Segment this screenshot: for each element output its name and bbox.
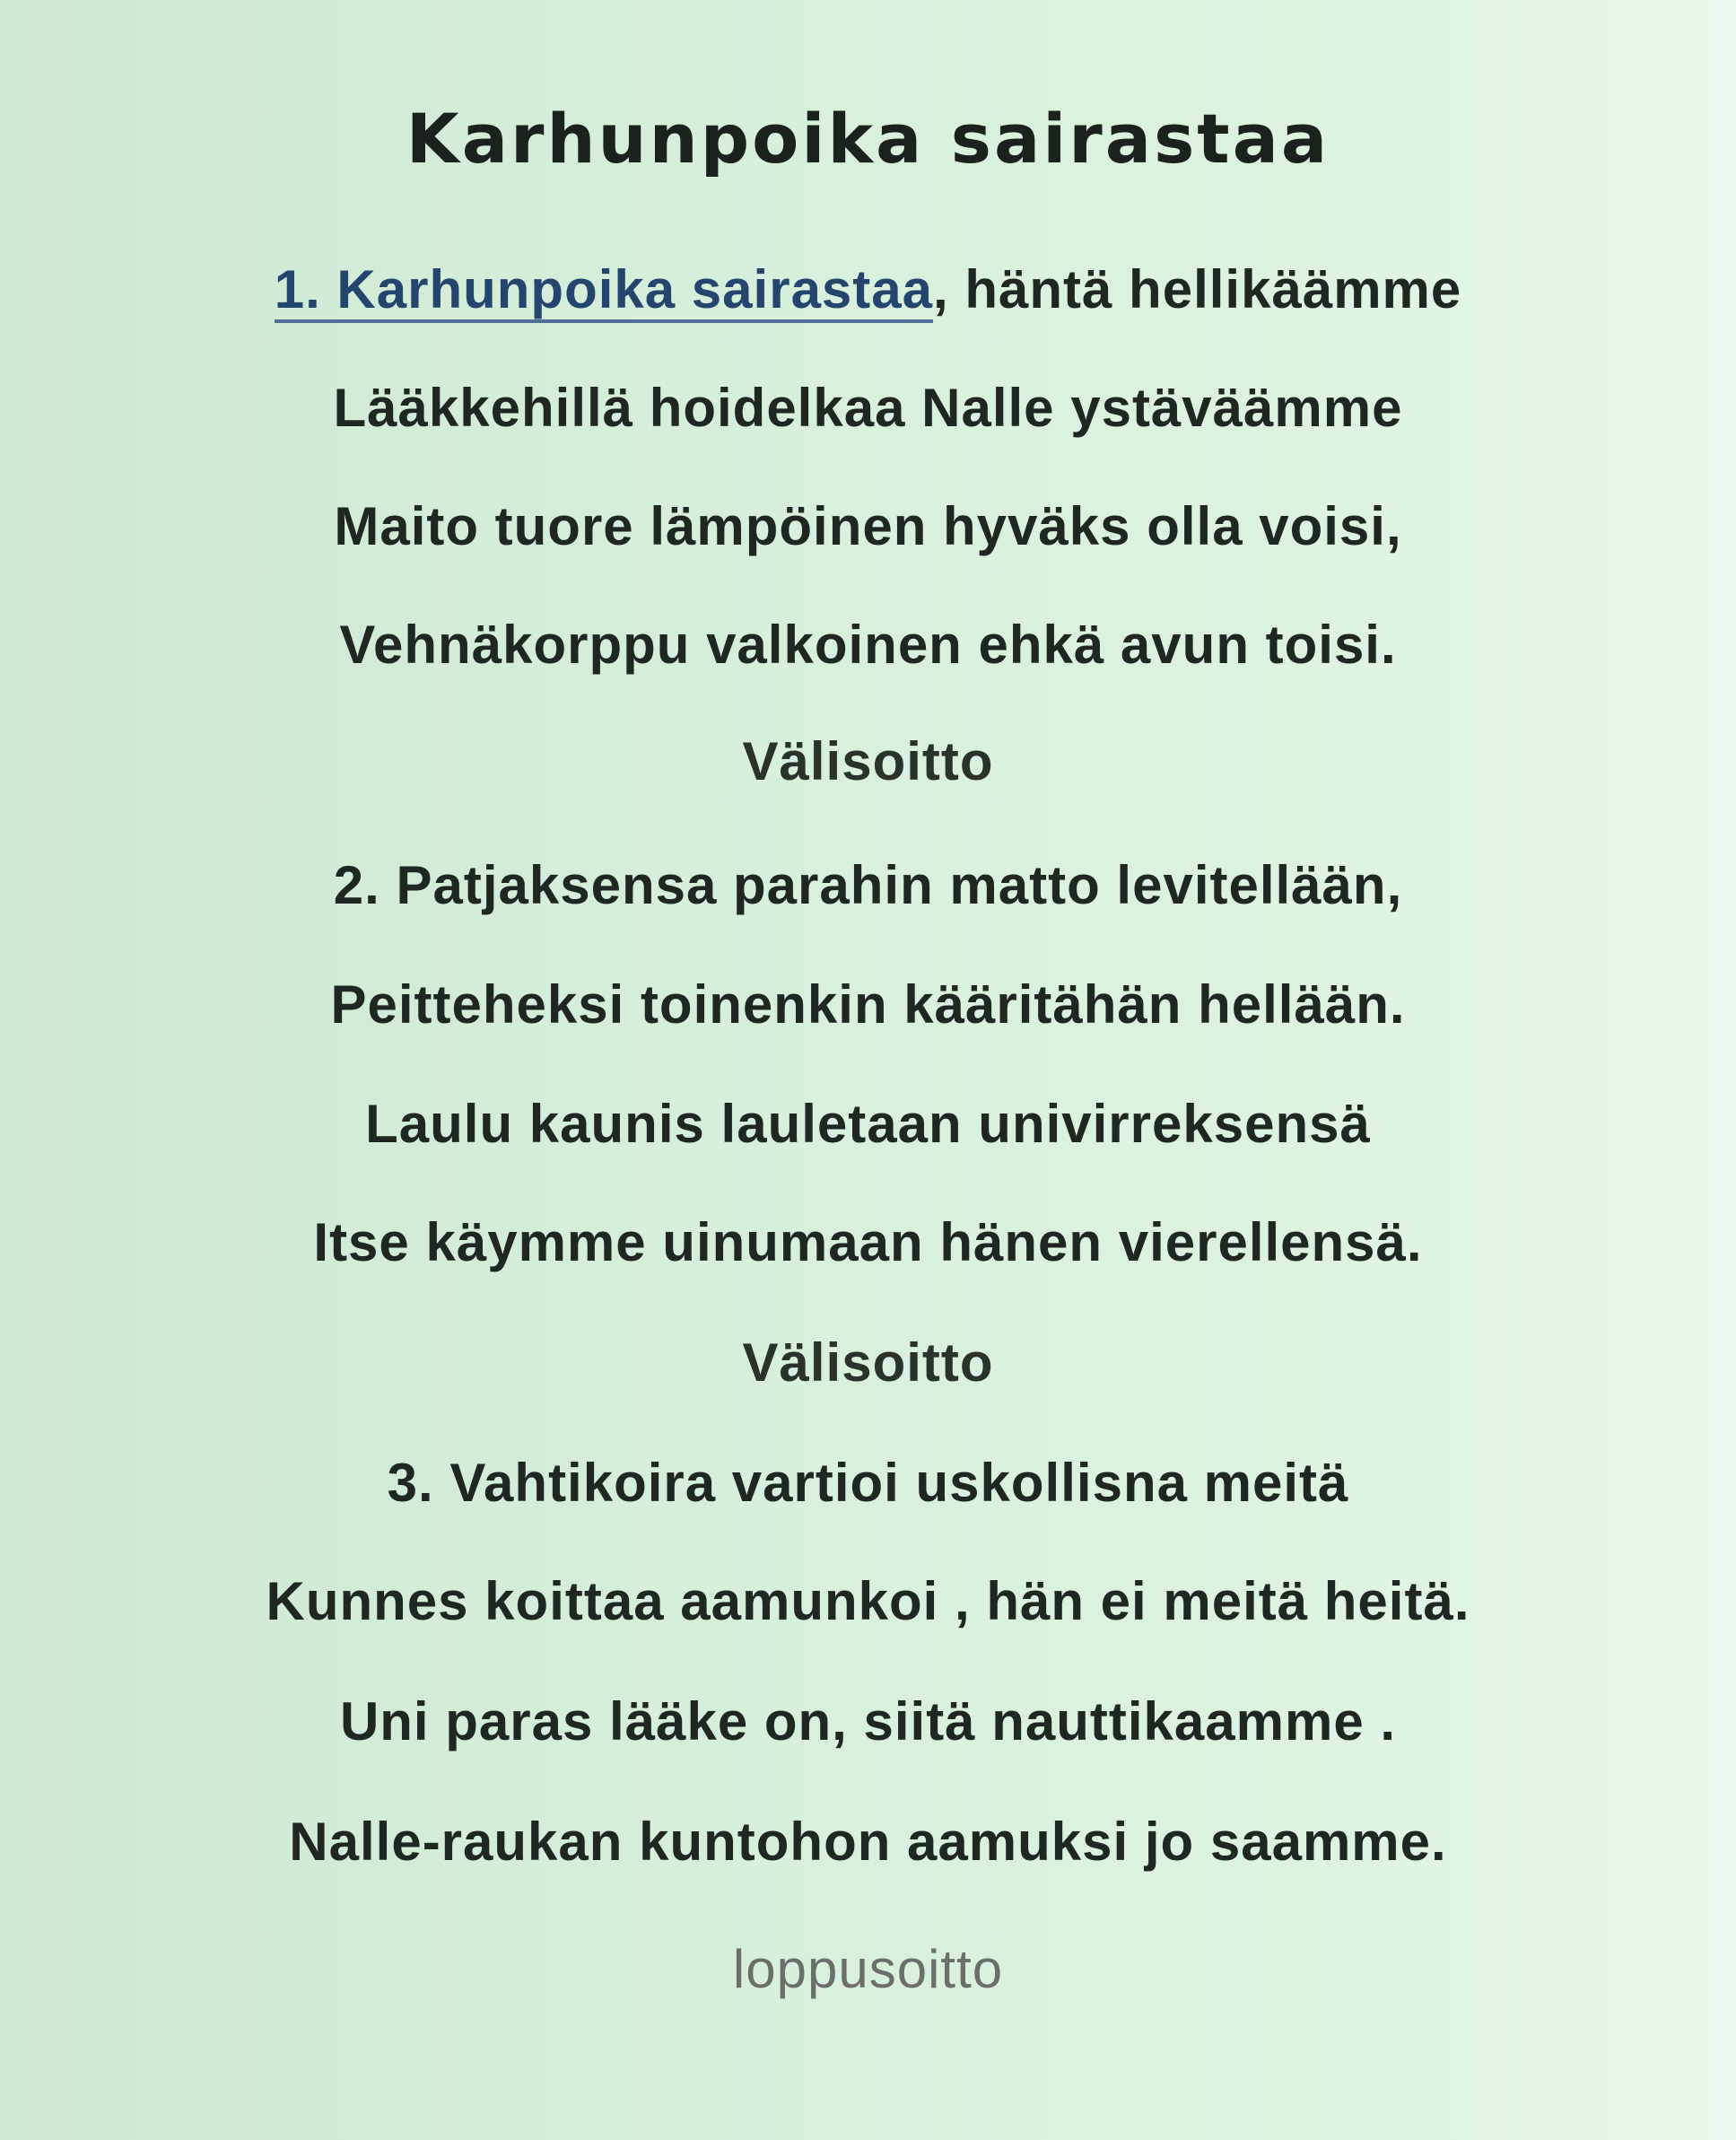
verse-1-line-1	[0, 258, 1736, 320]
verse-3-line-4: Nalle-raukan kuntohon aamuksi jo saamme.	[289, 1812, 1447, 1872]
interlude-1: Välisoitto	[742, 731, 994, 791]
verse-2-line-4: Itse käymme uinumaan hänen vierellensä.	[313, 1212, 1423, 1272]
song-title: Karhunpoika sairastaa	[406, 99, 1330, 179]
verse-3-line-1: 3. Vahtikoira vartioi uskollisna meitä	[387, 1453, 1349, 1513]
verse-1-line-3: Maito tuore lämpöinen hyväks olla voisi,	[334, 496, 1402, 556]
verse-3-line-2: Kunnes koittaa aamunkoi , hän ei meitä heitä.	[266, 1571, 1470, 1631]
verse-1-line-2: Lääkkehillä hoidelkaa Nalle ystäväämme	[333, 378, 1403, 438]
interlude-2: Välisoitto	[742, 1332, 994, 1393]
verse-2-line-2: Peitteheksi toinenkin kääritähän hellään.	[330, 974, 1406, 1035]
verse-2-line-3: Laulu kaunis lauletaan univirreksensä	[365, 1094, 1371, 1154]
verse-2-line-1: 2. Patjaksensa parahin matto levitellään,	[333, 855, 1403, 915]
line-text: , häntä hellikäämme	[933, 259, 1462, 319]
verse-3-line-3: Uni paras lääke on, siitä nauttikaamme .	[339, 1691, 1397, 1751]
highlighted-text: 1. Karhunpoika sairastaa	[275, 259, 933, 323]
closing-interlude: loppusoitto	[732, 1939, 1004, 1999]
verse-1-line-4: Vehnäkorppu valkoinen ehkä avun toisi.	[339, 615, 1397, 675]
